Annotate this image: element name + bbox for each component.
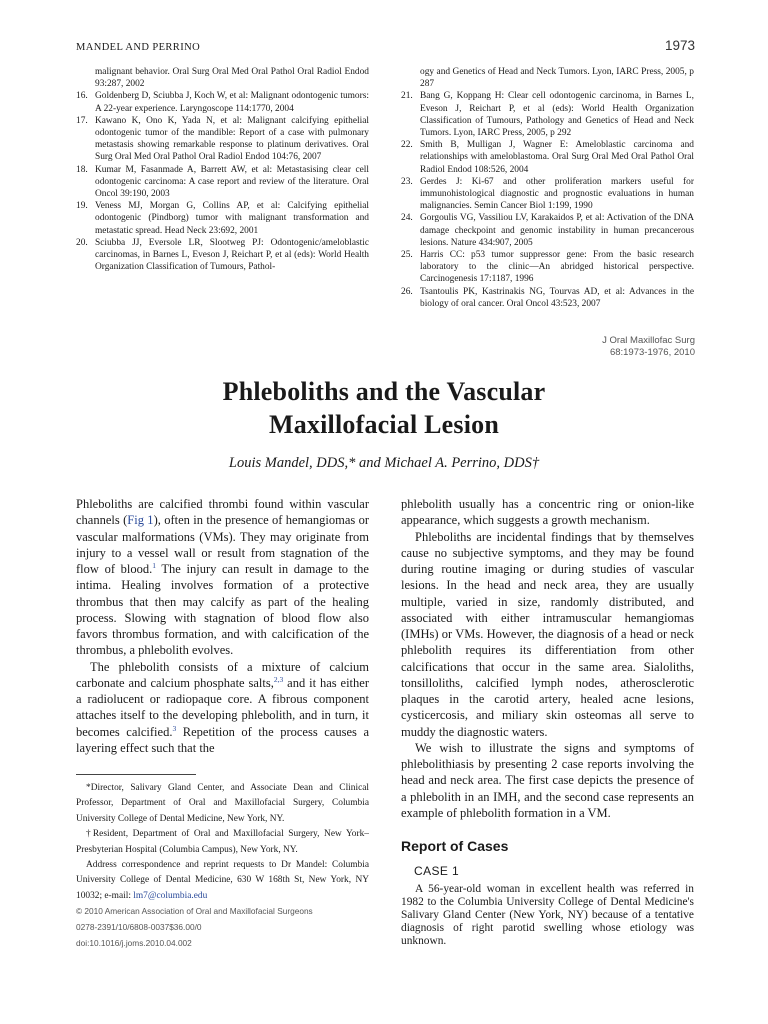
reference-item: 25. Harris CC: p53 tumor suppressor gene: From the basic research laboratory to the clinic—An abridged historical perspective. Carcinogenesis 17:1187, 1996 [401, 250, 694, 285]
email-link[interactable]: lm7@columbia.edu [133, 890, 208, 901]
body-paragraph: phlebolith usually has a concentric ring or onion-like appearance, which suggests a growth mechanism. [401, 497, 694, 528]
figure-1-link[interactable]: Fig 1 [127, 513, 154, 528]
reference-item: 19. Veness MJ, Morgan G, Collins AP, et al: Calcifying epithelial odontogenic (Pindborg) tumor with malignant transformation and metastatic spread. Head Neck 23:692, 2001 [76, 201, 369, 236]
article-title-line: Maxillofacial Lesion [268, 410, 500, 439]
reference-item: 24. Gorgoulis VG, Vassiliou LV, Karakaidos P, et al: Activation of the DNA damage checkpoint and genomic instability in human precancerous lesions. Nature 434:907, 2005 [401, 213, 694, 248]
reference-item: 23. Gerdes J: Ki-67 and other proliferation markers useful for immunohistological diagnostic and prognostic evaluations in human malignancies. Semin Cancer Biol 1:199, 1990 [401, 176, 694, 212]
journal-volume-pages: 68:1973-1976, 2010 [609, 347, 695, 358]
copyright-line: © 2010 American Association of Oral and Maxillofacial Surgeons [76, 906, 313, 916]
issn-line: 0278-2391/10/6808-0037$36.00/0 [76, 922, 202, 932]
reference-item: 17. Kawano K, Ono K, Yada N, et al: Malignant calcifying epithelial odontogenic tumor of the mandible: Report of a case with pulmonary metastasis showing remarkable response to platinum derivatives. Oral Surg Oral Med Oral Pathol Oral Radiol Endod 104:76, 2007 [76, 115, 369, 163]
footnote: *Director, Salivary Gland Center, and Associate Dean and Clinical Professor, Department of Oral and Maxillofacial Surgery, Columbia University College of Dental Medicine, New York, NY. [76, 783, 369, 824]
reference-item: 21. Bang G, Koppang H: Clear cell odontogenic carcinoma, in Barnes L, Eveson J, Reichart P, et al (eds): World Health Organization Classification of Tumours, Pathology and Genetics of Head and Neck Tumors. Lyon, IARC Press, 2005, p 292 [401, 91, 694, 139]
reference-item: 16. Goldenberg D, Sciubba J, Koch W, et al: Malignant odontogenic tumors: A 22-year experience. Laryngoscope 114:1770, 2004 [76, 91, 369, 114]
citation-link[interactable]: 3 [172, 723, 177, 733]
article-title [0, 375, 768, 441]
section-heading: Report of Cases [401, 838, 509, 854]
footnote: Address correspondence and reprint requests to Dr Mandel: Columbia University College of Dental Medicine, 630 W 168th St, New York, NY 10032; e-mail: lm7@columbia.edu [76, 860, 369, 901]
case-paragraph: A 56-year-old woman in excellent health was referred in 1982 to the Columbia University College of Dental Medicine's Salivary Gland Center (New York, NY) because of a tentative diagnosis of right parotid swelling whose etiology was unknown. [401, 883, 694, 948]
footnote: †Resident, Department of Oral and Maxillofacial Surgery, New York–Presbyterian Hospital (Columbia Campus), New York, NY. [76, 829, 369, 855]
running-head-left: MANDEL AND PERRINO [76, 42, 201, 53]
author-footnotes [76, 781, 369, 904]
references-right-column [401, 66, 694, 310]
reference-item: malignant behavior. Oral Surg Oral Med Oral Pathol Oral Radiol Endod 93:287, 2002 [95, 67, 369, 90]
footnote-divider [76, 774, 196, 775]
body-paragraph: Phleboliths are calcified thrombi found within vascular channels (Fig 1), often in the presence of hemangiomas or vascular malformations (VMs). They may originate from injury to a vessel wall or result from stagnation of the flow of blood.$^1$ The injury can result in damage to the intima. Healing involves formation of a protective thrombus that then may calcify as part of the healing process. Slowing with stagnation of blood flow also favors thrombus formation, and with calcification of the thrombus, a phlebolith evolves. [76, 497, 370, 658]
body-paragraph: We wish to illustrate the signs and symptoms of phlebolithiasis by presenting 2 case reports involving the head and neck area. The first case depicts the presence of a phlebolith in an IMH, and the second case represents an example of phlebolith formation in a VM. [401, 740, 694, 820]
doi-line: doi:10.1016/j.joms.2010.04.002 [76, 938, 192, 948]
journal-citation [602, 335, 695, 359]
reference-item: 26. Tsantoulis PK, Kastrinakis NG, Tourvas AD, et al: Advances in the biology of oral cancer. Oral Oncol 43:523, 2007 [401, 286, 694, 309]
reference-item: 20. Sciubba JJ, Eversole LR, Slootweg PJ: Odontogenic/ameloblastic carcinomas, in Barnes L, Eveson J, Reichart P, et al (eds): World Health Organization Classification of Tumours, Pathol- [76, 237, 369, 273]
reference-item: 18. Kumar M, Fasanmade A, Barrett AW, et al: Metastasising clear cell odontogenic carcinoma: A case report and review of the literature. Oral Oncol 39:190, 2003 [76, 164, 369, 200]
reference-item: ogy and Genetics of Head and Neck Tumors. Lyon, IARC Press, 2005, p 287 [420, 67, 694, 90]
article-authors: Louis Mandel, DDS,* and Michael A. Perrino, DDS† [228, 455, 540, 471]
references-left-column [76, 66, 369, 273]
case-heading: CASE 1 [414, 864, 460, 878]
article-title-line: Phleboliths and the Vascular [222, 377, 546, 406]
citation-link[interactable]: 2,3 [273, 674, 284, 684]
body-right-column [401, 496, 694, 821]
citation-link[interactable]: 1 [152, 560, 156, 570]
body-left-column [76, 496, 369, 756]
body-paragraph: Phleboliths are incidental findings that by themselves cause no subjective symptoms, and they may be found during routine imaging or during studies of vascular lesions. In the head and neck area, they are usually multiple, varied in size, randomly distributed, and associated with either intramuscular hemangiomas (IMHs) or VMs. However, the diagnosis of a head or neck phlebolith requires its differentiation from other calcifications that occur in the same area. Sialoliths, tonsilloliths, calcified lymph nodes, atherosclerotic plaques in the carotid artery, healed acne lesions, cysticercosis, and miliary skin osteomas all serve to muddy the diagnostic waters. [401, 529, 694, 739]
journal-name: J Oral Maxillofac Surg [602, 335, 695, 346]
reference-item: 22. Smith B, Mulligan J, Wagner E: Ameloblastic carcinoma and relationships with ameloblastoma. Oral Surg Oral Med Oral Pathol Oral Radiol Endod 108:526, 2004 [401, 140, 694, 175]
page-number: 1973 [664, 38, 695, 53]
body-paragraph: The phlebolith consists of a mixture of calcium carbonate and calcium phosphate salts,$^{2,3}$ and it has either a radiolucent or radiopaque core. A fibrous component attaches itself to the developing phlebolith, and in turn, it becomes calcified.$^3$ Repetition of the process causes a layering effect such that the [76, 659, 369, 755]
